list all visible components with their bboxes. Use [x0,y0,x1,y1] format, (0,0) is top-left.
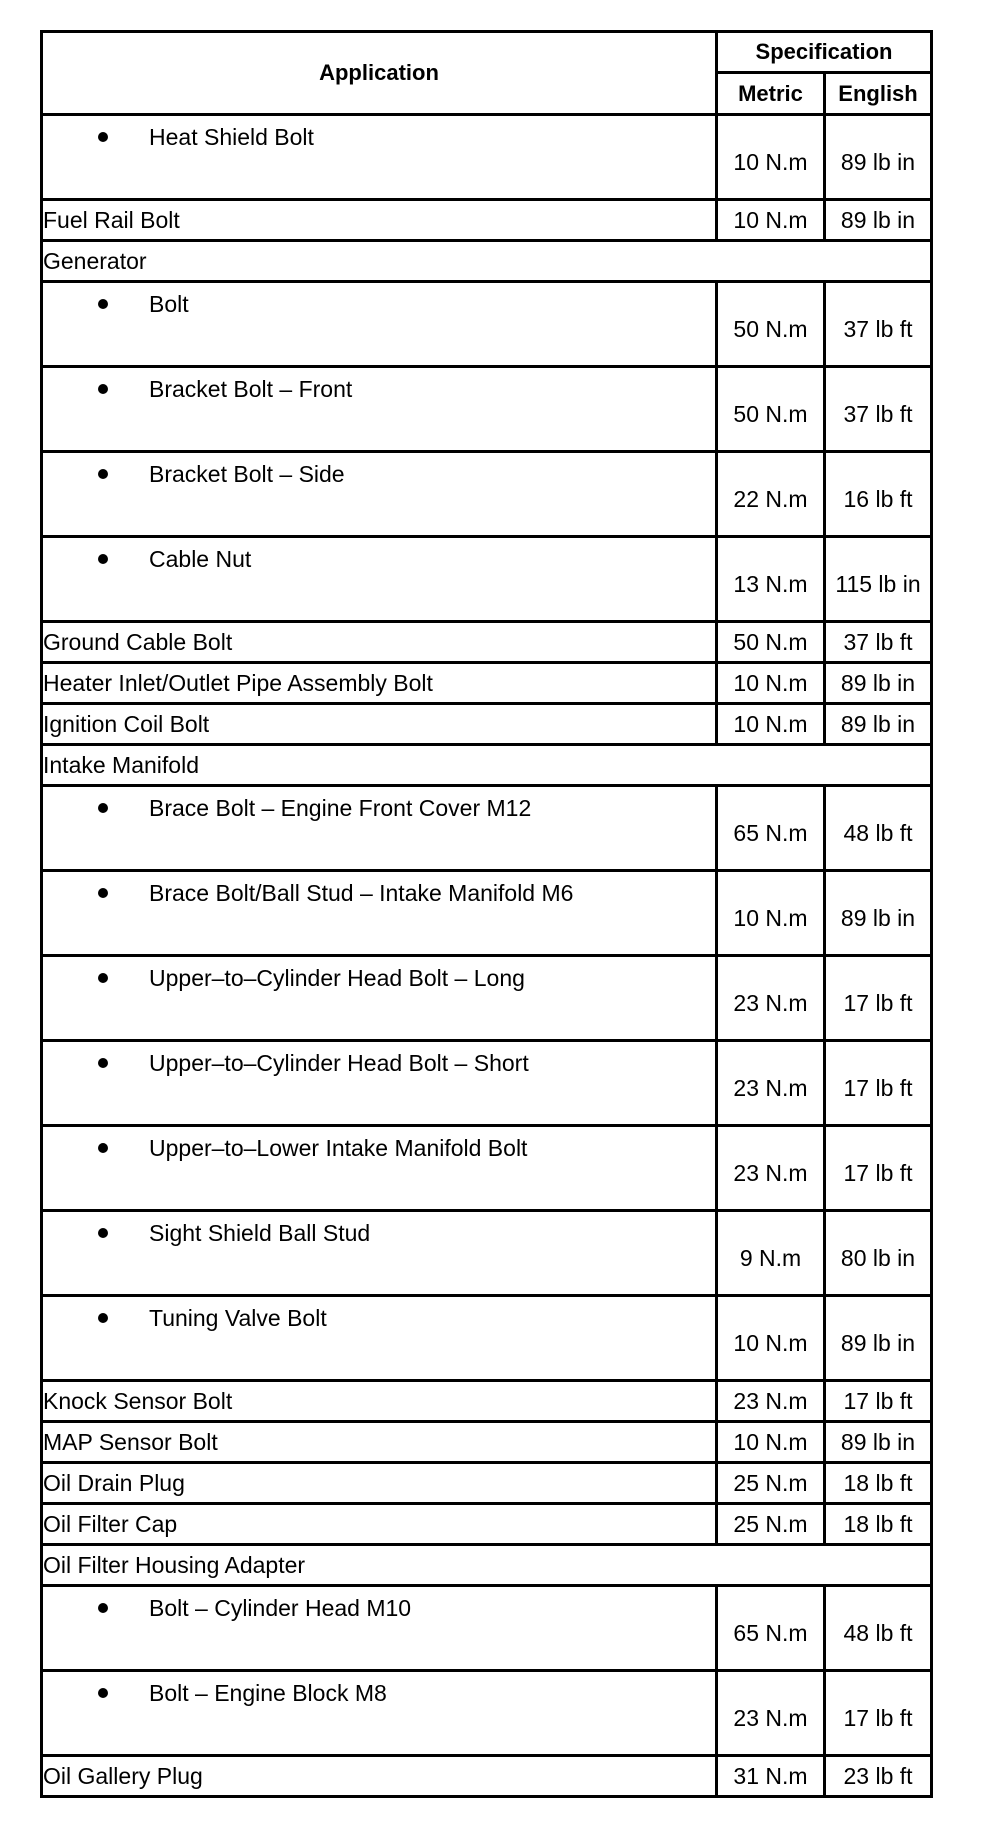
application-label: Oil Filter Housing Adapter [43,1551,306,1578]
english-value: 48 lb ft [825,1586,932,1671]
table-row [42,1463,932,1504]
english-value: 17 lb ft [825,1126,932,1211]
application-cell [42,663,717,704]
application-cell [42,1463,717,1504]
table-row [42,367,932,452]
metric-value: 10 N.m [717,663,825,704]
metric-value: 31 N.m [717,1756,825,1797]
metric-header: Metric [717,73,825,115]
bullet-icon [98,1228,108,1238]
application-cell [42,1422,717,1463]
metric-value: 65 N.m [717,1586,825,1671]
application-label: Upper–to–Lower Intake Manifold Bolt [149,1135,528,1161]
application-cell [42,871,717,956]
group-row [42,745,932,786]
application-label: Brace Bolt – Engine Front Cover M12 [149,795,532,821]
application-cell [42,1211,717,1296]
application-label: Upper–to–Cylinder Head Bolt – Long [149,965,525,991]
table-row [42,663,932,704]
application-label: Oil Drain Plug [43,1469,185,1496]
application-label: Oil Gallery Plug [43,1762,203,1789]
bullet-icon [98,1058,108,1068]
english-header: English [825,73,932,115]
metric-value: 23 N.m [717,1671,825,1756]
application-label: MAP Sensor Bolt [43,1428,218,1455]
application-cell [42,956,717,1041]
table-row [42,871,932,956]
application-cell [42,745,932,786]
metric-value: 10 N.m [717,1422,825,1463]
metric-value: 25 N.m [717,1504,825,1545]
bullet-icon [98,1313,108,1323]
application-cell [42,1545,932,1586]
table-row [42,622,932,663]
application-label: Heat Shield Bolt [149,124,314,150]
application-cell [42,537,717,622]
english-value: 17 lb ft [825,1041,932,1126]
english-value: 89 lb in [825,200,932,241]
application-label: Upper–to–Cylinder Head Bolt – Short [149,1050,529,1076]
english-value: 89 lb in [825,1296,932,1381]
metric-value: 10 N.m [717,1296,825,1381]
metric-value: 50 N.m [717,282,825,367]
metric-value: 9 N.m [717,1211,825,1296]
application-cell [42,786,717,871]
english-value: 18 lb ft [825,1463,932,1504]
bullet-icon [98,384,108,394]
table-row [42,704,932,745]
application-label: Generator [43,247,147,274]
application-header: Application [42,32,717,115]
application-cell [42,241,932,282]
bullet-icon [98,1143,108,1153]
table-row [42,1381,932,1422]
application-label: Knock Sensor Bolt [43,1387,233,1414]
bullet-icon [98,803,108,813]
application-cell [42,1381,717,1422]
metric-value: 10 N.m [717,704,825,745]
metric-value: 23 N.m [717,1381,825,1422]
application-cell [42,1041,717,1126]
bullet-icon [98,132,108,142]
english-value: 18 lb ft [825,1504,932,1545]
application-label: Fuel Rail Bolt [43,206,180,233]
application-label: Heater Inlet/Outlet Pipe Assembly Bolt [43,669,433,696]
application-label: Bracket Bolt – Side [149,461,345,487]
english-value: 89 lb in [825,663,932,704]
metric-value: 65 N.m [717,786,825,871]
application-label: Ignition Coil Bolt [43,710,210,737]
table-body [42,115,932,1797]
metric-value: 10 N.m [717,871,825,956]
application-cell [42,704,717,745]
table-row [42,537,932,622]
english-value: 80 lb in [825,1211,932,1296]
application-cell [42,1504,717,1545]
group-row [42,241,932,282]
table-row [42,1422,932,1463]
metric-value: 10 N.m [717,115,825,200]
english-value: 16 lb ft [825,452,932,537]
group-row [42,1545,932,1586]
metric-value: 50 N.m [717,367,825,452]
application-label: Bolt – Cylinder Head M10 [149,1595,412,1621]
english-value: 17 lb ft [825,1671,932,1756]
application-label: Cable Nut [149,546,252,572]
english-value: 89 lb in [825,871,932,956]
english-value: 89 lb in [825,704,932,745]
application-label: Sight Shield Ball Stud [149,1220,371,1246]
metric-value: 25 N.m [717,1463,825,1504]
bullet-icon [98,1688,108,1698]
bullet-icon [98,888,108,898]
application-cell [42,1126,717,1211]
metric-value: 23 N.m [717,1041,825,1126]
application-cell [42,1296,717,1381]
metric-value: 10 N.m [717,200,825,241]
application-cell [42,1671,717,1756]
english-value: 48 lb ft [825,786,932,871]
metric-value: 50 N.m [717,622,825,663]
application-label: Tuning Valve Bolt [149,1305,327,1331]
application-label: Oil Filter Cap [43,1510,178,1537]
english-value: 89 lb in [825,1422,932,1463]
english-value: 17 lb ft [825,956,932,1041]
english-value: 23 lb ft [825,1756,932,1797]
english-value: 115 lb in [825,537,932,622]
metric-value: 23 N.m [717,1126,825,1211]
bullet-icon [98,1603,108,1613]
english-value: 17 lb ft [825,1381,932,1422]
english-value: 37 lb ft [825,367,932,452]
application-label: Brace Bolt/Ball Stud – Intake Manifold M6 [149,880,574,906]
table-row [42,1671,932,1756]
metric-value: 23 N.m [717,956,825,1041]
application-label: Bracket Bolt – Front [149,376,353,402]
english-value: 89 lb in [825,115,932,200]
application-cell [42,622,717,663]
application-label: Bolt – Engine Block M8 [149,1680,387,1706]
application-label: Intake Manifold [43,751,199,778]
table-row [42,1211,932,1296]
metric-value: 22 N.m [717,452,825,537]
application-label: Ground Cable Bolt [43,628,233,655]
table-row [42,282,932,367]
application-cell [42,282,717,367]
torque-spec-table [40,30,933,1798]
bullet-icon [98,469,108,479]
table-row [42,1296,932,1381]
bullet-icon [98,299,108,309]
table-row [42,200,932,241]
table-row [42,1756,932,1797]
specification-header: Specification [717,32,932,73]
table-row [42,1041,932,1126]
table-row [42,956,932,1041]
english-value: 37 lb ft [825,622,932,663]
bullet-icon [98,973,108,983]
table-row [42,1586,932,1671]
application-cell [42,1586,717,1671]
metric-value: 13 N.m [717,537,825,622]
application-cell [42,452,717,537]
bullet-icon [98,554,108,564]
application-cell [42,1756,717,1797]
application-cell [42,115,717,200]
table-row [42,115,932,200]
table-row [42,786,932,871]
english-value: 37 lb ft [825,282,932,367]
table-row [42,1504,932,1545]
application-label: Bolt [149,291,189,317]
application-cell [42,200,717,241]
application-cell [42,367,717,452]
table-row [42,1126,932,1211]
table-row [42,452,932,537]
